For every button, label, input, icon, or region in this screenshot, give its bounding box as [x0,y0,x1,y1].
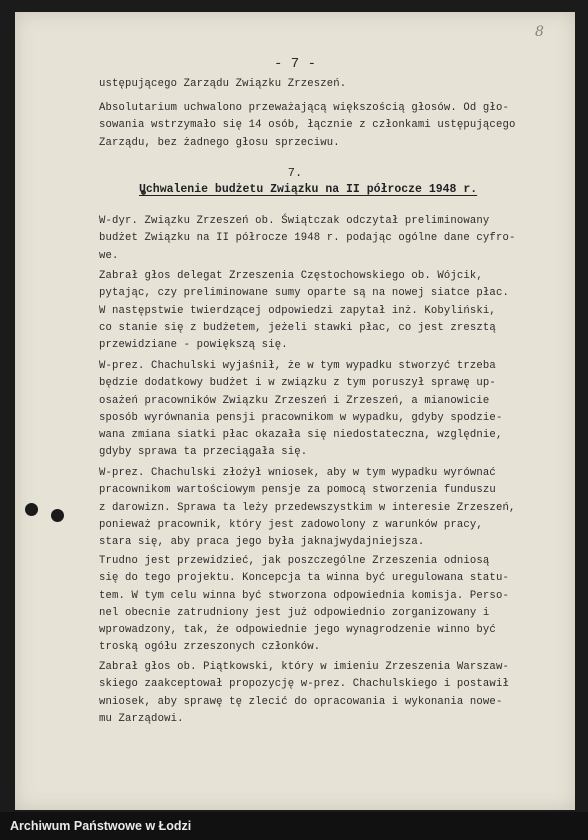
paragraph-absolutorium: Absolutarium uchwalono przeważającą większością głosów. Od gło- sowania wstrzymało się 14 osób, łącznie z członkami ustępującego Zarządu, bez żadnego głosu sprzeciwu. [99,102,516,149]
paragraph-project-assessment: Trudno jest przewidzieć, jak poszczególne Zrzeszenia odniosą się do tego projektu. Koncepcja ta winna być uregulowana statu- tem. W tym celu winna być stworzona odpowiednia komisja. Perso- nel obecnie zatrudniony jest już odpowiednio zorganizowany i wprowadzony, tak, że odpowiednie jego wynagrodzenie winno być troską ogółu zrzeszonych członków. [99,555,509,654]
section-title: Uchwalenie budżetu Związku na II półrocze 1948 r. [139,183,478,196]
paragraph-chachulski-motion: W-prez. Chachulski złożył wniosek, aby w tym wypadku wyrównać pracownikom wartościowym pensje za pomocą stworzenia funduszu z darowizn. Sprawa ta leży przedewszystkim w interesie Zrzeszeń, ponieważ pracownik, który jest zadowolony z warunków pracy, stara się, aby praca jego była jaknajwydajniejsza. [99,467,516,549]
paragraph-chachulski-explanation: W-prez. Chachulski wyjaśnił, że w tym wypadku stworzyć trzeba będzie dodatkowy budżet i w związku z tym poruszył sprawę up- osażeń pracowników Związku Zrzeszeń i Zrzeszeń, a mianowicie sposób wyrównania pensji pracownikom w wypadku, gdyby spodzie- wana zmiana siatki płac okazała się niedostateczna, względnie, gdyby sprawa ta przeciągała się. [99,360,503,459]
archive-footer [0,812,588,840]
paragraph-budget-reading: W-dyr. Związku Zrzeszeń ob. Świątczak odczytał preliminowany budżet Związku na II półrocze 1948 r. podając ogólne dane cyfro- we. [99,215,516,262]
paragraph-piatkowski: Zabrał głos ob. Piątkowski, który w imieniu Zrzeszenia Warszaw- skiego zaakceptował propozycję w-prez. Chachulskiego i postawił wniosek, aby sprawę tę zlecić do opracowania i wykonania nowe- mu Zarządowi. [99,661,509,725]
paragraph-continuation: ustępującego Zarządu Związku Zrzeszeń. [99,78,347,90]
handwritten-page-number: 8 [535,24,544,40]
punch-hole [51,509,64,522]
document-page [15,12,575,810]
section-number: 7. [287,166,303,180]
page-number-header: - 7 - [273,56,316,72]
punch-hole [25,503,38,516]
paragraph-wojcik-question: Zabrał głos delegat Zrzeszenia Częstochowskiego ob. Wójcik, pytając, czy preliminowane sumy oparte są na nowej siatce płac. W następstwie twierdzącej odpowiedzi zapytał inż. Kobyliński, co stanie się z budżetem, jeżeli stawki płac, co jest zresztą przewidziane - powiększą się. [99,270,509,352]
archive-label: Archiwum Państwowe w Łodzi [10,819,192,833]
